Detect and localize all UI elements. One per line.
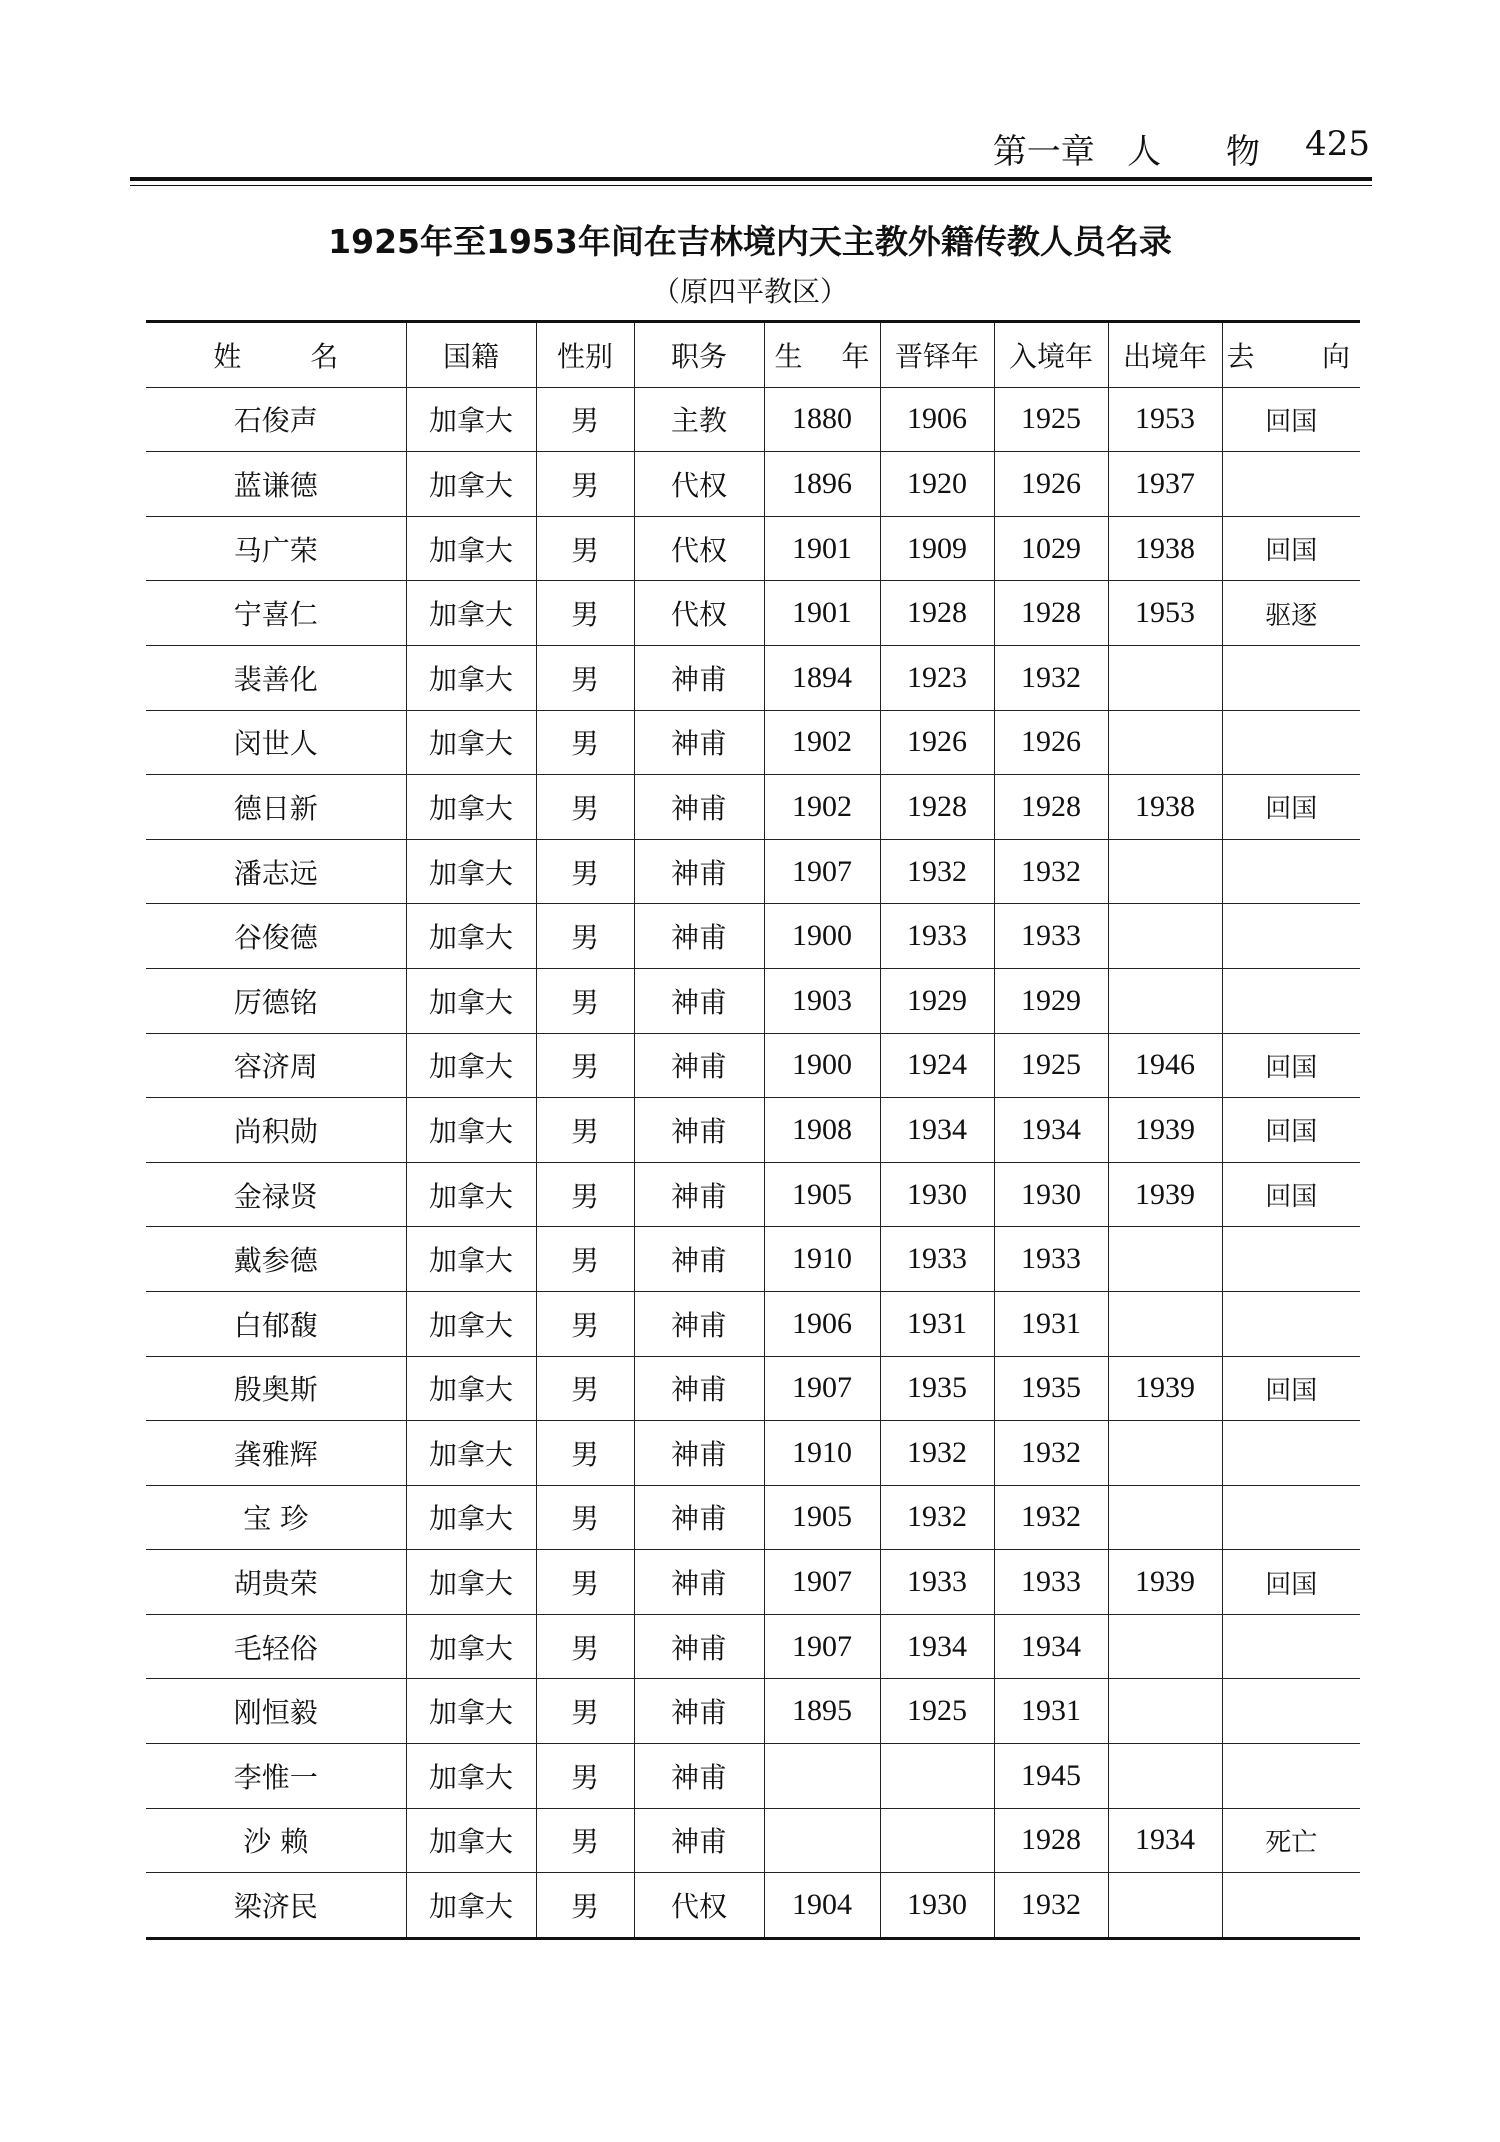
cell-gender: 男 [536, 1614, 634, 1679]
cell-name: 沙 赖 [146, 1808, 406, 1873]
cell-entry-year: 1934 [994, 1614, 1108, 1679]
cell-nationality: 加拿大 [406, 1421, 536, 1486]
cell-name: 蓝谦德 [146, 452, 406, 517]
cell-name: 尚积勋 [146, 1098, 406, 1163]
cell-position: 神甫 [634, 1744, 764, 1809]
header-rule-thin [130, 185, 1372, 186]
cell-birth-year: 1880 [764, 387, 880, 452]
cell-destination [1222, 1873, 1360, 1939]
cell-gender: 男 [536, 1421, 634, 1486]
cell-position: 神甫 [634, 1614, 764, 1679]
cell-exit-year [1108, 1291, 1222, 1356]
cell-exit-year [1108, 968, 1222, 1033]
cell-birth-year: 1895 [764, 1679, 880, 1744]
cell-ordination-year: 1925 [880, 1679, 994, 1744]
cell-exit-year [1108, 904, 1222, 969]
cell-position: 神甫 [634, 904, 764, 969]
cell-entry-year: 1925 [994, 387, 1108, 452]
table-title: 1925年至1953年间在吉林境内天主教外籍传教人员名录 [328, 222, 1172, 261]
cell-entry-year: 1933 [994, 1227, 1108, 1292]
header-rule-thick [130, 177, 1372, 181]
table-row [146, 1033, 1360, 1098]
cell-position: 神甫 [634, 839, 764, 904]
cell-name: 胡贵荣 [146, 1550, 406, 1615]
cell-name: 李惟一 [146, 1744, 406, 1809]
cell-exit-year [1108, 1679, 1222, 1744]
table-header-row [146, 322, 1360, 388]
table-row [146, 710, 1360, 775]
table-row [146, 581, 1360, 646]
cell-destination: 回国 [1222, 775, 1360, 840]
cell-gender: 男 [536, 1356, 634, 1421]
cell-birth-year: 1900 [764, 1033, 880, 1098]
cell-position: 主教 [634, 387, 764, 452]
table-row [146, 387, 1360, 452]
cell-exit-year [1108, 1227, 1222, 1292]
cell-birth-year: 1901 [764, 581, 880, 646]
cell-ordination-year: 1924 [880, 1033, 994, 1098]
cell-name: 毛轻俗 [146, 1614, 406, 1679]
column-header-destination: 去 向 [1222, 322, 1360, 388]
cell-birth-year: 1896 [764, 452, 880, 517]
cell-ordination-year [880, 1744, 994, 1809]
cell-exit-year [1108, 1614, 1222, 1679]
cell-destination: 回国 [1222, 1550, 1360, 1615]
cell-position: 神甫 [634, 968, 764, 1033]
cell-entry-year: 1931 [994, 1679, 1108, 1744]
cell-exit-year [1108, 1485, 1222, 1550]
cell-birth-year: 1902 [764, 775, 880, 840]
cell-entry-year: 1935 [994, 1356, 1108, 1421]
cell-destination: 回国 [1222, 387, 1360, 452]
cell-nationality: 加拿大 [406, 1744, 536, 1809]
cell-ordination-year: 1926 [880, 710, 994, 775]
cell-entry-year: 1928 [994, 1808, 1108, 1873]
cell-name: 宁喜仁 [146, 581, 406, 646]
cell-destination [1222, 452, 1360, 517]
cell-entry-year: 1930 [994, 1162, 1108, 1227]
cell-entry-year: 1926 [994, 710, 1108, 775]
cell-name: 潘志远 [146, 839, 406, 904]
cell-entry-year: 1928 [994, 775, 1108, 840]
cell-gender: 男 [536, 1873, 634, 1939]
cell-entry-year: 1932 [994, 1873, 1108, 1939]
cell-nationality: 加拿大 [406, 1550, 536, 1615]
cell-birth-year: 1906 [764, 1291, 880, 1356]
cell-name: 闵世人 [146, 710, 406, 775]
cell-birth-year: 1894 [764, 645, 880, 710]
cell-gender: 男 [536, 904, 634, 969]
table-row [146, 1550, 1360, 1615]
cell-nationality: 加拿大 [406, 1808, 536, 1873]
cell-position: 神甫 [634, 645, 764, 710]
cell-birth-year: 1904 [764, 1873, 880, 1939]
chapter-title: 第一章 人 物 [992, 132, 1260, 172]
cell-gender: 男 [536, 452, 634, 517]
table-body [146, 387, 1360, 1938]
table-subtitle: （原四平教区） [651, 275, 848, 308]
table-row [146, 1227, 1360, 1292]
table-row [146, 1873, 1360, 1939]
cell-exit-year: 1934 [1108, 1808, 1222, 1873]
cell-destination [1222, 645, 1360, 710]
cell-ordination-year: 1933 [880, 904, 994, 969]
cell-name: 梁济民 [146, 1873, 406, 1939]
cell-ordination-year: 1932 [880, 1485, 994, 1550]
cell-nationality: 加拿大 [406, 1227, 536, 1292]
cell-destination [1222, 710, 1360, 775]
cell-exit-year: 1939 [1108, 1356, 1222, 1421]
cell-entry-year: 1933 [994, 904, 1108, 969]
cell-position: 代权 [634, 1873, 764, 1939]
table-row [146, 1744, 1360, 1809]
cell-birth-year: 1907 [764, 1356, 880, 1421]
column-header-exit-year: 出境年 [1108, 322, 1222, 388]
cell-nationality: 加拿大 [406, 581, 536, 646]
cell-birth-year: 1907 [764, 1614, 880, 1679]
cell-birth-year: 1905 [764, 1485, 880, 1550]
cell-gender: 男 [536, 516, 634, 581]
cell-nationality: 加拿大 [406, 1485, 536, 1550]
cell-destination [1222, 1485, 1360, 1550]
cell-ordination-year: 1923 [880, 645, 994, 710]
running-head [130, 124, 1370, 172]
cell-gender: 男 [536, 1098, 634, 1163]
cell-name: 容济周 [146, 1033, 406, 1098]
cell-destination [1222, 1421, 1360, 1486]
cell-position: 神甫 [634, 1033, 764, 1098]
cell-ordination-year: 1930 [880, 1873, 994, 1939]
cell-nationality: 加拿大 [406, 452, 536, 517]
cell-name: 金禄贤 [146, 1162, 406, 1227]
cell-entry-year: 1926 [994, 452, 1108, 517]
cell-entry-year: 1931 [994, 1291, 1108, 1356]
cell-entry-year: 1932 [994, 1485, 1108, 1550]
table-row [146, 839, 1360, 904]
cell-birth-year: 1907 [764, 1550, 880, 1615]
cell-nationality: 加拿大 [406, 904, 536, 969]
cell-nationality: 加拿大 [406, 645, 536, 710]
cell-position: 神甫 [634, 1162, 764, 1227]
cell-position: 神甫 [634, 1550, 764, 1615]
cell-entry-year: 1929 [994, 968, 1108, 1033]
cell-gender: 男 [536, 387, 634, 452]
cell-gender: 男 [536, 710, 634, 775]
cell-ordination-year [880, 1808, 994, 1873]
cell-entry-year: 1932 [994, 839, 1108, 904]
cell-destination: 回国 [1222, 1356, 1360, 1421]
cell-nationality: 加拿大 [406, 1162, 536, 1227]
cell-exit-year: 1939 [1108, 1550, 1222, 1615]
cell-position: 神甫 [634, 1356, 764, 1421]
cell-ordination-year: 1933 [880, 1550, 994, 1615]
cell-position: 神甫 [634, 775, 764, 840]
cell-exit-year: 1939 [1108, 1098, 1222, 1163]
cell-gender: 男 [536, 581, 634, 646]
cell-ordination-year: 1920 [880, 452, 994, 517]
cell-position: 代权 [634, 516, 764, 581]
cell-ordination-year: 1932 [880, 1421, 994, 1486]
cell-position: 神甫 [634, 1098, 764, 1163]
cell-birth-year: 1901 [764, 516, 880, 581]
cell-gender: 男 [536, 1744, 634, 1809]
cell-gender: 男 [536, 1679, 634, 1744]
table-row [146, 1485, 1360, 1550]
table-row [146, 1356, 1360, 1421]
cell-exit-year: 1937 [1108, 452, 1222, 517]
table-row [146, 1162, 1360, 1227]
cell-destination [1222, 1744, 1360, 1809]
cell-gender: 男 [536, 968, 634, 1033]
cell-destination: 回国 [1222, 1162, 1360, 1227]
cell-gender: 男 [536, 645, 634, 710]
cell-exit-year [1108, 1873, 1222, 1939]
cell-ordination-year: 1929 [880, 968, 994, 1033]
table-row [146, 775, 1360, 840]
cell-gender: 男 [536, 1162, 634, 1227]
cell-name: 石俊声 [146, 387, 406, 452]
cell-exit-year [1108, 1744, 1222, 1809]
table-row [146, 1614, 1360, 1679]
cell-nationality: 加拿大 [406, 1356, 536, 1421]
cell-name: 戴参德 [146, 1227, 406, 1292]
page-number: 425 [1305, 124, 1370, 164]
cell-gender: 男 [536, 1550, 634, 1615]
table-row [146, 904, 1360, 969]
column-header-ordination-year: 晋铎年 [880, 322, 994, 388]
cell-position: 代权 [634, 581, 764, 646]
table-row [146, 1808, 1360, 1873]
cell-birth-year: 1910 [764, 1421, 880, 1486]
table-row [146, 452, 1360, 517]
cell-position: 神甫 [634, 1291, 764, 1356]
cell-exit-year [1108, 1421, 1222, 1486]
cell-nationality: 加拿大 [406, 968, 536, 1033]
column-header-birth-year: 生 年 [764, 322, 880, 388]
cell-entry-year: 1932 [994, 645, 1108, 710]
cell-name: 厉德铭 [146, 968, 406, 1033]
column-header-name: 姓 名 [146, 322, 406, 388]
table-row [146, 1679, 1360, 1744]
cell-exit-year: 1938 [1108, 775, 1222, 840]
cell-name: 白郁馥 [146, 1291, 406, 1356]
cell-name: 裴善化 [146, 645, 406, 710]
cell-destination: 回国 [1222, 1033, 1360, 1098]
cell-position: 神甫 [634, 1485, 764, 1550]
cell-destination [1222, 1291, 1360, 1356]
cell-position: 神甫 [634, 1227, 764, 1292]
cell-destination: 死亡 [1222, 1808, 1360, 1873]
cell-exit-year: 1953 [1108, 581, 1222, 646]
cell-entry-year: 1933 [994, 1550, 1108, 1615]
cell-entry-year: 1932 [994, 1421, 1108, 1486]
cell-ordination-year: 1935 [880, 1356, 994, 1421]
column-header-position: 职务 [634, 322, 764, 388]
cell-entry-year: 1934 [994, 1098, 1108, 1163]
cell-destination [1222, 1614, 1360, 1679]
cell-nationality: 加拿大 [406, 710, 536, 775]
cell-nationality: 加拿大 [406, 1614, 536, 1679]
cell-nationality: 加拿大 [406, 839, 536, 904]
cell-ordination-year: 1906 [880, 387, 994, 452]
cell-exit-year: 1953 [1108, 387, 1222, 452]
table-row [146, 1421, 1360, 1486]
table-row [146, 516, 1360, 581]
cell-birth-year [764, 1744, 880, 1809]
cell-gender: 男 [536, 1485, 634, 1550]
cell-entry-year: 1945 [994, 1744, 1108, 1809]
cell-name: 龚雅辉 [146, 1421, 406, 1486]
cell-name: 德日新 [146, 775, 406, 840]
cell-ordination-year: 1931 [880, 1291, 994, 1356]
cell-destination: 驱逐 [1222, 581, 1360, 646]
cell-exit-year: 1946 [1108, 1033, 1222, 1098]
cell-ordination-year: 1909 [880, 516, 994, 581]
cell-gender: 男 [536, 1808, 634, 1873]
cell-position: 神甫 [634, 1808, 764, 1873]
cell-birth-year: 1903 [764, 968, 880, 1033]
cell-ordination-year: 1933 [880, 1227, 994, 1292]
cell-name: 刚恒毅 [146, 1679, 406, 1744]
cell-destination [1222, 968, 1360, 1033]
cell-birth-year: 1907 [764, 839, 880, 904]
cell-exit-year: 1939 [1108, 1162, 1222, 1227]
cell-gender: 男 [536, 1033, 634, 1098]
cell-nationality: 加拿大 [406, 1291, 536, 1356]
cell-birth-year: 1905 [764, 1162, 880, 1227]
cell-nationality: 加拿大 [406, 387, 536, 452]
cell-nationality: 加拿大 [406, 516, 536, 581]
cell-destination: 回国 [1222, 1098, 1360, 1163]
cell-gender: 男 [536, 775, 634, 840]
column-header-entry-year: 入境年 [994, 322, 1108, 388]
cell-entry-year: 1925 [994, 1033, 1108, 1098]
cell-exit-year: 1938 [1108, 516, 1222, 581]
cell-position: 神甫 [634, 1421, 764, 1486]
cell-birth-year: 1900 [764, 904, 880, 969]
cell-name: 马广荣 [146, 516, 406, 581]
cell-nationality: 加拿大 [406, 1873, 536, 1939]
cell-exit-year [1108, 839, 1222, 904]
table-row [146, 1098, 1360, 1163]
cell-ordination-year: 1934 [880, 1098, 994, 1163]
cell-destination [1222, 904, 1360, 969]
table-row [146, 1291, 1360, 1356]
column-header-nationality: 国籍 [406, 322, 536, 388]
cell-gender: 男 [536, 1227, 634, 1292]
cell-birth-year: 1908 [764, 1098, 880, 1163]
cell-name: 谷俊德 [146, 904, 406, 969]
cell-destination [1222, 839, 1360, 904]
cell-destination [1222, 1227, 1360, 1292]
cell-ordination-year: 1932 [880, 839, 994, 904]
cell-destination [1222, 1679, 1360, 1744]
column-header-gender: 性别 [536, 322, 634, 388]
cell-destination: 回国 [1222, 516, 1360, 581]
cell-ordination-year: 1928 [880, 581, 994, 646]
cell-gender: 男 [536, 1291, 634, 1356]
cell-nationality: 加拿大 [406, 1679, 536, 1744]
cell-position: 代权 [634, 452, 764, 517]
cell-ordination-year: 1934 [880, 1614, 994, 1679]
cell-birth-year [764, 1808, 880, 1873]
cell-birth-year: 1910 [764, 1227, 880, 1292]
cell-nationality: 加拿大 [406, 1098, 536, 1163]
cell-nationality: 加拿大 [406, 775, 536, 840]
missionary-roster-table [146, 320, 1360, 1940]
table-row [146, 968, 1360, 1033]
cell-name: 殷奥斯 [146, 1356, 406, 1421]
cell-entry-year: 1029 [994, 516, 1108, 581]
cell-exit-year [1108, 710, 1222, 775]
cell-exit-year [1108, 645, 1222, 710]
cell-ordination-year: 1930 [880, 1162, 994, 1227]
cell-position: 神甫 [634, 1679, 764, 1744]
cell-position: 神甫 [634, 710, 764, 775]
cell-nationality: 加拿大 [406, 1033, 536, 1098]
cell-gender: 男 [536, 839, 634, 904]
cell-ordination-year: 1928 [880, 775, 994, 840]
cell-name: 宝 珍 [146, 1485, 406, 1550]
table-row [146, 645, 1360, 710]
cell-entry-year: 1928 [994, 581, 1108, 646]
cell-birth-year: 1902 [764, 710, 880, 775]
